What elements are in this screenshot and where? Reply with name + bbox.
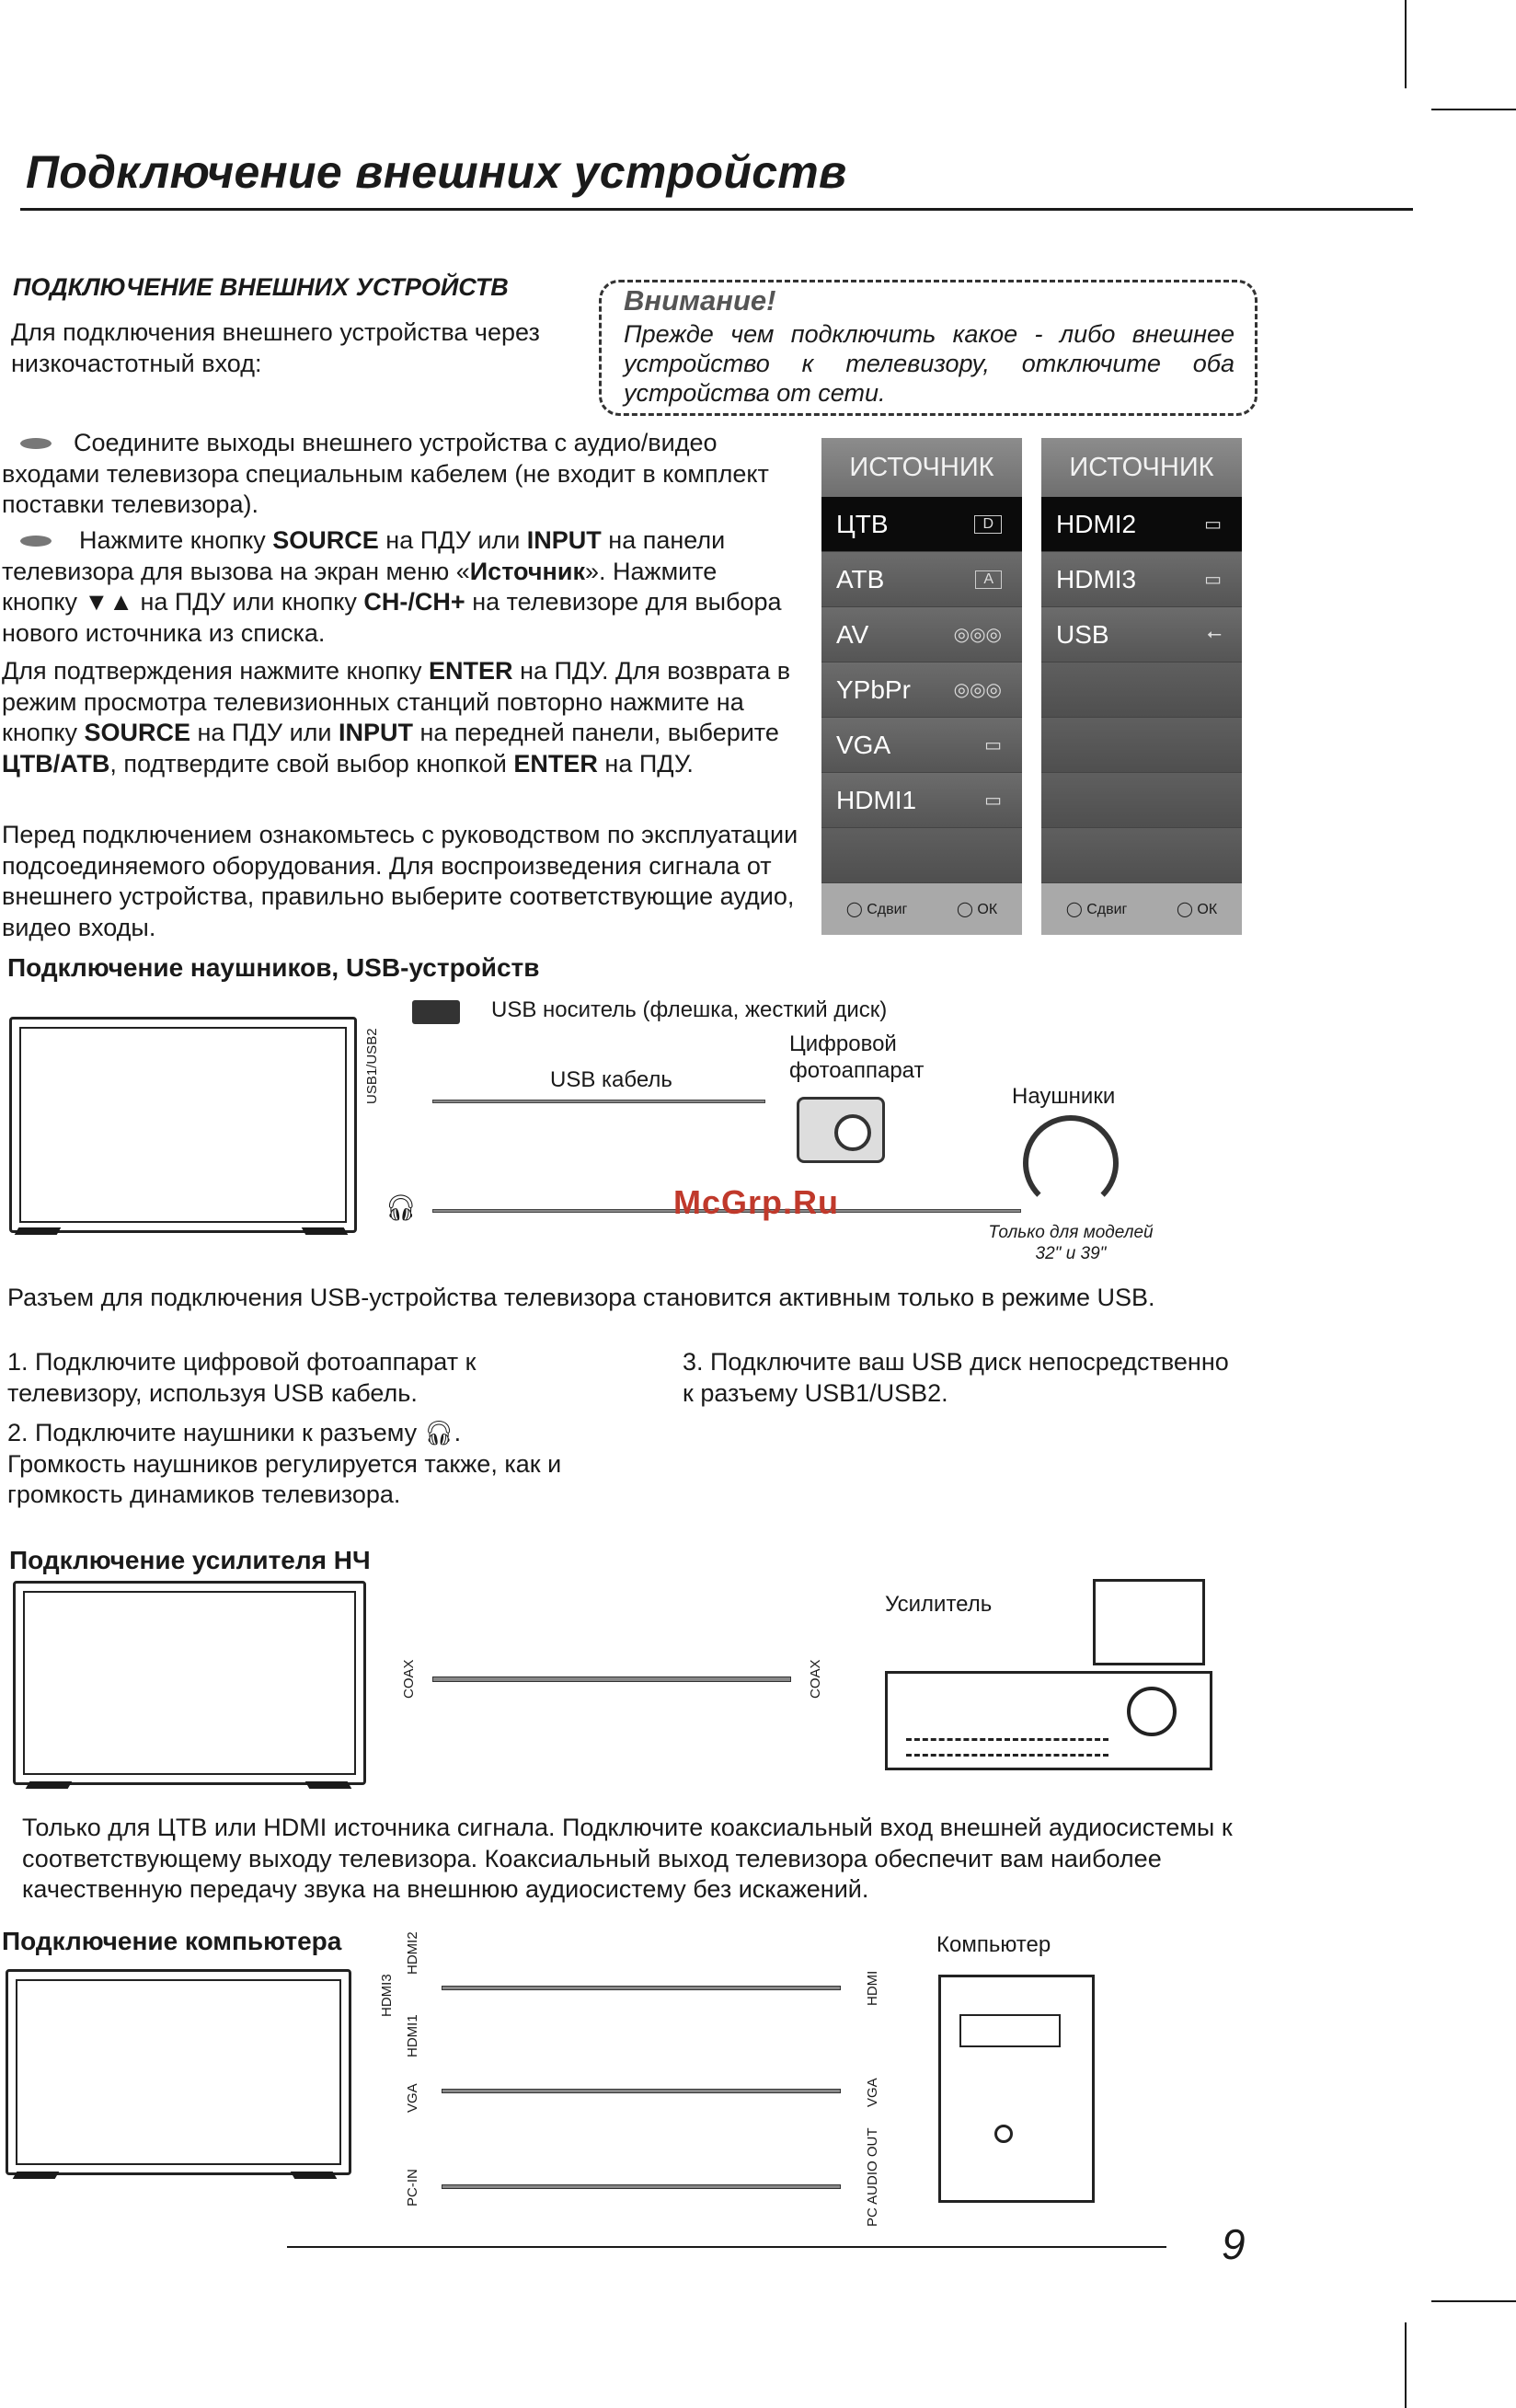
hdmi-icon: ▭ [1204, 570, 1222, 590]
usb-section-heading: Подключение наушников, USB-устройств [7, 953, 540, 982]
text: на ПДУ или [378, 526, 527, 554]
computer-icon [938, 1975, 1095, 2203]
hdmi1-label: HDMI1 [405, 2014, 420, 2057]
amp-section-heading: Подключение усилителя НЧ [9, 1546, 371, 1574]
text: ▼▲ [84, 588, 133, 616]
menu-empty-row [1041, 773, 1242, 828]
ok-hint: ◯ ОК [957, 902, 998, 917]
menu-item-label: USB [1056, 619, 1109, 649]
menu-title: ИСТОЧНИК [821, 438, 1022, 497]
text: Источник [469, 557, 585, 585]
menu-footer [1041, 883, 1242, 935]
usb-stick-icon [412, 1000, 460, 1024]
atv-icon: A [975, 570, 1002, 589]
text: ENTER [513, 749, 598, 778]
text: на ПДУ или [190, 719, 339, 746]
coax-left-label: COAX [401, 1659, 417, 1699]
page-title: Подключение внешних устройств [26, 146, 847, 198]
menu-item-dtv[interactable] [821, 497, 1022, 552]
move-label: Сдвиг [867, 902, 908, 917]
pc-section-heading: Подключение компьютера [2, 1927, 342, 1955]
source-menu-2 [1041, 438, 1242, 926]
av-icon: ◎◎◎ [953, 625, 1002, 645]
text: на панели телевизора для вызова на экран меню « [2, 526, 726, 585]
menu-item-hdmi3[interactable] [1041, 552, 1242, 607]
text: на телевизоре для выбора нового источника из списка. [2, 588, 782, 647]
headphone-icon: 🎧︎ [423, 1419, 454, 1446]
dtv-icon: D [974, 515, 1002, 534]
hdmi-icon: ▭ [1204, 514, 1222, 535]
move-hint: ◯ Сдвиг [1065, 902, 1128, 917]
menu-empty-row [1041, 662, 1242, 718]
text: SOURCE [84, 719, 190, 746]
menu-item-label: YPbPr [836, 674, 911, 704]
text: 2. Подключите наушники к разъему [7, 1419, 424, 1446]
ok-label: ОК [1197, 902, 1218, 917]
menu-empty-row [821, 828, 1022, 883]
menu-empty-row [1041, 828, 1242, 883]
pc-audio-label: PC AUDIO OUT [865, 2127, 880, 2227]
menu-item-label: АТВ [836, 564, 885, 593]
text: Для подтверждения нажмите кнопку [2, 657, 430, 685]
step-2 [2, 525, 798, 649]
coax-right-label: COAX [808, 1659, 823, 1699]
move-hint: ◯ Сдвиг [845, 902, 908, 917]
text: на ПДУ. Для возврата в режим просмотра телевизионных станций повторно нажмите на кнопку [2, 657, 791, 746]
coax-cable [432, 1676, 791, 1682]
warning-title: Внимание! [624, 284, 776, 317]
vga-right-label: VGA [865, 2078, 880, 2107]
menu-item-hdmi2[interactable] [1041, 497, 1242, 552]
tv-stand [305, 1781, 352, 1789]
menu-item-ypbpr[interactable] [821, 662, 1022, 718]
tv-stand [302, 1227, 349, 1235]
text: . [454, 1419, 462, 1446]
menu-item-label: HDMI1 [836, 785, 917, 814]
menu-empty-row [1041, 718, 1242, 773]
camera-icon [797, 1097, 885, 1163]
hdmi-cable [442, 1986, 841, 1990]
text: на ПДУ или кнопку [132, 588, 364, 616]
footer-rule [287, 2246, 1166, 2248]
confirm-paragraph [2, 656, 798, 779]
text: INPUT [339, 719, 413, 746]
usb-cable [432, 1100, 765, 1103]
speaker-icon [1093, 1579, 1205, 1665]
menu-title: ИСТОЧНИК [1041, 438, 1242, 497]
tv-stand [26, 1781, 73, 1789]
amp-text: Только для ЦТВ или HDMI источника сигнала. Подключите коаксиальный вход внешней аудиосистемы к соответствующему выходу телевизора. Коаксиальный выход телевизора обеспечит вам наиболее качественную передачу звука на внешнюю аудиосистему без искажений. [22, 1814, 1233, 1903]
tv-stand [13, 2172, 60, 2179]
warning-box [599, 280, 1258, 416]
computer-label: Компьютер [936, 1932, 1051, 1957]
usb-media-label: USB носитель (флешка, жесткий диск) [491, 997, 888, 1022]
ok-hint: ◯ ОК [1177, 902, 1218, 917]
amplifier-icon [885, 1671, 1212, 1770]
warning-text: Прежде чем подключить какое - либо внешнее устройство к телевизору, отключите оба устройства от сети. [624, 320, 1235, 407]
text: , подтвердите свой выбор кнопкой [109, 749, 514, 778]
usb-text: Разъем для подключения USB-устройства телевизора становится активным только в режиме USB. [7, 1284, 1155, 1311]
menu-item-label: AV [836, 619, 869, 649]
move-label: Сдвиг [1086, 902, 1128, 917]
menu-item-av[interactable] [821, 607, 1022, 662]
hdmi3-label: HDMI3 [379, 1974, 395, 2017]
usb-item-2 [7, 1418, 578, 1511]
usb-port-label: USB1/USB2 [364, 1028, 380, 1104]
menu-item-label: HDMI3 [1056, 564, 1137, 593]
text: ЦТВ/АТВ [2, 749, 110, 778]
headphones-label: Наушники [1012, 1084, 1116, 1109]
vga-left-label: VGA [405, 2083, 420, 2113]
tv-illustration [6, 1969, 351, 2175]
page-number: 9 [1222, 2220, 1246, 2268]
watermark: McGrp.Ru [673, 1183, 840, 1221]
bullet-icon [20, 536, 52, 547]
pc-in-label: PC-IN [405, 2169, 420, 2206]
intro-heading: ПОДКЛЮЧЕНИЕ ВНЕШНИХ УСТРОЙСТВ [13, 273, 509, 301]
audio-cable [442, 2184, 841, 2189]
menu-item-atv[interactable] [821, 552, 1022, 607]
usb-item-1: 1. Подключите цифровой фотоаппарат к телевизору, используя USB кабель. [7, 1348, 477, 1407]
menu-item-label: ЦТВ [836, 509, 889, 538]
menu-item-label: VGA [836, 730, 891, 759]
model-note: Только для моделей 32" и 39" [988, 1223, 1154, 1263]
text: на передней панели, выберите [413, 719, 779, 746]
tv-illustration [9, 1017, 357, 1233]
headphone-jack-icon: 🎧︎ [385, 1193, 418, 1222]
crop-mark [1405, 2322, 1407, 2408]
tv-stand [291, 2172, 338, 2179]
text: Нажмите кнопку [79, 526, 273, 554]
menu-item-usb[interactable] [1041, 607, 1242, 662]
title-rule [20, 208, 1413, 211]
hdmi-icon: ▭ [984, 790, 1002, 811]
camera-label: Цифровой фотоаппарат [789, 1031, 925, 1083]
text: SOURCE [272, 526, 379, 554]
tv-stand [15, 1227, 62, 1235]
tv-illustration [13, 1581, 366, 1785]
crop-mark [1431, 109, 1516, 110]
before-connect-paragraph: Перед подключением ознакомьтесь с руководством по эксплуатации подсоединяемого оборудования. Для воспроизведения сигнала от внешнего устройства, правильно выберите соответствующие аудио, видео входы. [2, 821, 798, 941]
headphones-icon [1023, 1115, 1119, 1211]
vga-icon: ▭ [984, 735, 1002, 755]
usb-cable-label: USB кабель [550, 1067, 672, 1092]
text: ». Нажмите кнопку [2, 557, 718, 616]
crop-mark [1431, 2300, 1516, 2302]
step-1 [2, 428, 798, 521]
bullet-icon [20, 438, 52, 449]
amplifier-label: Усилитель [885, 1592, 993, 1617]
intro-text: Для подключения внешнего устройства через низкочастотный вход: [11, 318, 540, 377]
menu-footer [821, 883, 1022, 935]
component-icon: ◎◎◎ [953, 680, 1002, 700]
crop-mark [1405, 0, 1407, 88]
text: INPUT [526, 526, 602, 554]
text: Громкость наушников регулируется также, как и громкость динамиков телевизора. [7, 1449, 562, 1508]
text: ENTER [429, 657, 513, 685]
usb-icon: ⭠ [1207, 624, 1222, 644]
source-menu-1 [821, 438, 1022, 926]
ok-label: ОК [977, 902, 998, 917]
menu-item-label: HDMI2 [1056, 509, 1137, 538]
hdmi2-label: HDMI2 [405, 1931, 420, 1975]
text: CH-/CH+ [363, 588, 465, 616]
menu-item-vga[interactable] [821, 718, 1022, 773]
vga-cable [442, 2089, 841, 2093]
hdmi-right-label: HDMI [865, 1970, 880, 2006]
menu-item-hdmi1[interactable] [821, 773, 1022, 828]
step-1-text: Соедините выходы внешнего устройства с аудио/видео входами телевизора специальным кабелем (не входит в комплект поставки телевизора). [2, 429, 769, 518]
usb-item-3: 3. Подключите ваш USB диск непосредственно к разъему USB1/USB2. [683, 1348, 1229, 1407]
text: на ПДУ. [597, 749, 694, 778]
